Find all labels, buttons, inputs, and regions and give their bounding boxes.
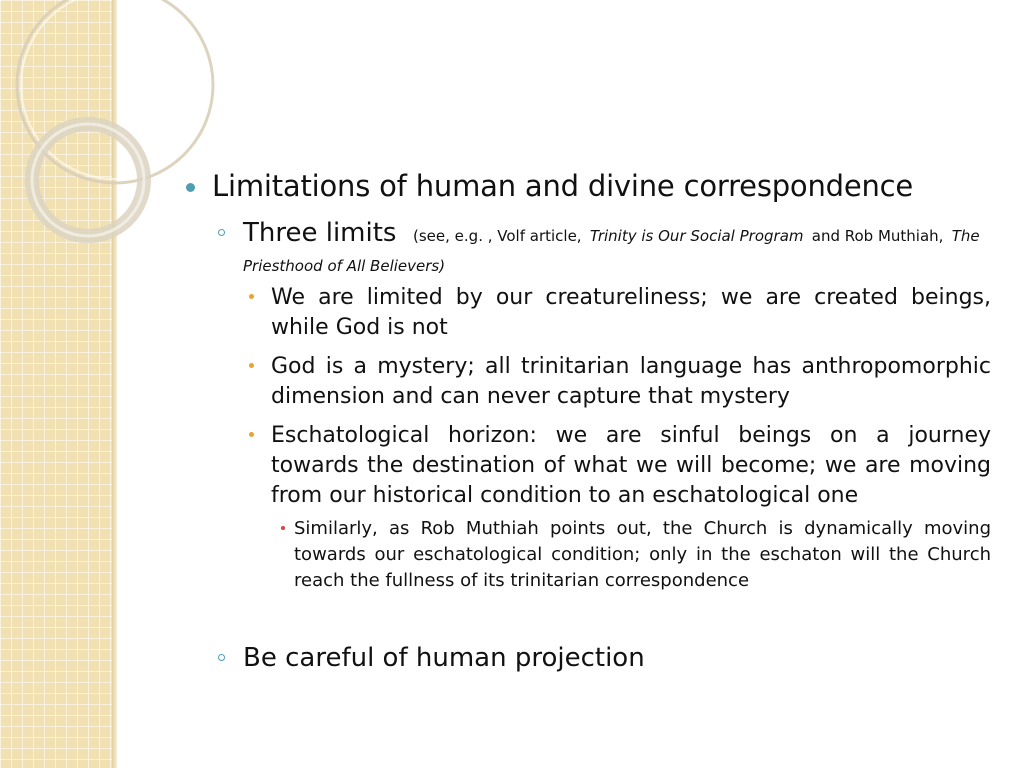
bullet-limitations: Limitations of human and divine correspondence [212,169,914,203]
three-limits-note-prefix: (see, e.g. , Volf article, [413,227,582,245]
volf-article-title: Trinity is Our Social Program [589,227,804,245]
bullet-tiny-icon [281,526,285,530]
subbullet-human-projection: Be careful of human projection [243,643,645,673]
muthiah-title-part2: Priesthood of All Believers) [243,257,446,275]
three-limits-label: Three limits [243,218,397,248]
limit-item-eschatological: Eschatological horizon: we are sinful beings on a journey towards the destination of what we will become; we are moving from our historical condition to an eschatological one [271,423,991,508]
bullet-dot-icon [186,183,195,192]
bullet-small-icon [249,294,254,299]
bullet-ring-icon [218,654,225,661]
bullet-ring-icon [218,229,225,236]
subbullet-three-limits [243,218,980,248]
limit-item-creatureliness: We are limited by our creatureliness; we are created beings, while God is not [271,285,991,340]
bullet-small-icon [249,363,254,368]
bullet-small-icon [249,432,254,437]
subnote-church-moving: Similarly, as Rob Muthiah points out, the Church is dynamically moving towards our eschatological condition; only in the eschaton will the Church reach the fullness of its trinitarian correspondence [294,518,991,591]
muthiah-title-part1: The [951,227,980,245]
three-limits-note-mid: and Rob Muthiah, [811,227,944,245]
limit-item-mystery: God is a mystery; all trinitarian language has anthropomorphic dimension and can never capture that mystery [271,354,991,409]
